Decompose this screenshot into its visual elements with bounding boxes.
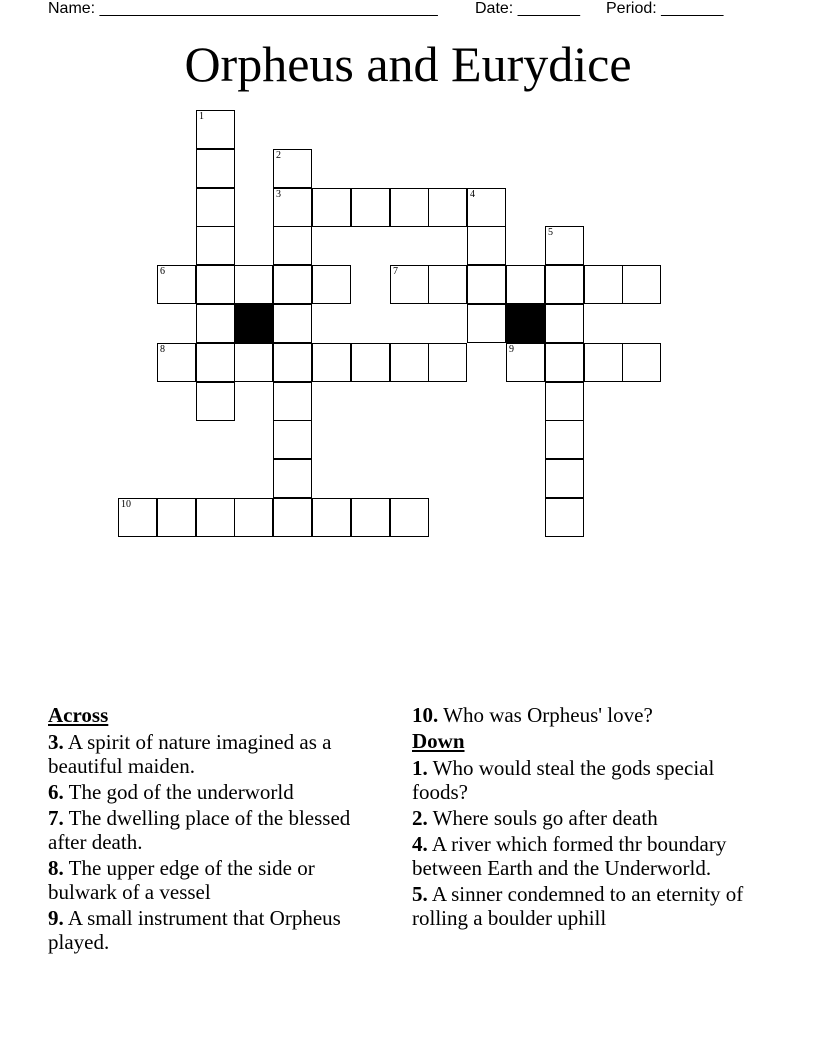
clue-across-8: 8. The upper edge of the side or bulwark of a vessel: [48, 856, 315, 904]
crossword-cell[interactable]: [622, 265, 661, 304]
clue-number: 4: [470, 189, 475, 200]
crossword-cell[interactable]: [351, 498, 390, 537]
crossword-cell[interactable]: [545, 226, 584, 265]
crossword-cell[interactable]: [584, 265, 623, 304]
crossword-cell[interactable]: [273, 343, 312, 382]
crossword-cell[interactable]: [545, 459, 584, 498]
clue-number: 2: [276, 150, 281, 161]
clue-down-2: 2. Where souls go after death: [412, 806, 658, 830]
crossword-cell[interactable]: [506, 343, 545, 382]
clue-across-7: 7. The dwelling place of the blessed after death.: [48, 806, 351, 854]
clue-number: 9: [509, 344, 514, 355]
date-field-label: Date: _______: [475, 0, 580, 17]
crossword-cell[interactable]: [390, 343, 429, 382]
crossword-cell[interactable]: [467, 226, 506, 265]
crossword-cell[interactable]: [196, 110, 235, 149]
crossword-cell[interactable]: [157, 265, 196, 304]
clue-across-3: 3. A spirit of nature imagined as a beautiful maiden.: [48, 730, 332, 778]
crossword-cell[interactable]: [428, 188, 467, 227]
clue-across-6: 6. The god of the underworld: [48, 780, 294, 804]
crossword-cell[interactable]: [196, 188, 235, 227]
clue-number: 3: [276, 189, 281, 200]
period-field-label: Period: _______: [606, 0, 724, 17]
crossword-cell[interactable]: [273, 149, 312, 188]
crossword-cell[interactable]: [196, 304, 235, 343]
crossword-cell[interactable]: [273, 420, 312, 459]
crossword-cell[interactable]: [467, 304, 506, 343]
crossword-cell[interactable]: [545, 304, 584, 343]
crossword-cell[interactable]: [545, 382, 584, 421]
crossword-cell[interactable]: [196, 149, 235, 188]
crossword-cell[interactable]: [196, 265, 235, 304]
name-field-label: Name: ______________________________________: [48, 0, 438, 17]
crossword-cell[interactable]: [545, 343, 584, 382]
clues-column-right: [412, 703, 772, 932]
page-title: Orpheus and Eurydice: [184, 36, 632, 92]
crossword-cell[interactable]: [273, 498, 312, 537]
crossword-cell[interactable]: [196, 382, 235, 421]
crossword-cell[interactable]: [273, 188, 312, 227]
clue-across-10: 10. Who was Orpheus' love?: [412, 703, 653, 727]
crossword-cell[interactable]: [545, 498, 584, 537]
crossword-cell[interactable]: [312, 188, 351, 227]
clue-number: 6: [160, 266, 165, 277]
crossword-cell[interactable]: [351, 188, 390, 227]
clue-number: 8: [160, 344, 165, 355]
clues-column-left: [48, 703, 388, 956]
crossword-cell[interactable]: [467, 265, 506, 304]
black-square: [506, 304, 545, 343]
clue-number: 5: [548, 227, 553, 238]
down-heading: Down: [412, 729, 465, 753]
crossword-cell[interactable]: [273, 304, 312, 343]
crossword-cell[interactable]: [196, 226, 235, 265]
crossword-cell[interactable]: [351, 343, 390, 382]
clue-down-1: 1. Who would steal the gods special foods?: [412, 756, 715, 804]
crossword-cell[interactable]: [390, 188, 429, 227]
clue-across-9: 9. A small instrument that Orpheus played.: [48, 906, 341, 954]
crossword-cell[interactable]: [157, 498, 196, 537]
crossword-cell[interactable]: [234, 498, 273, 537]
crossword-cell[interactable]: [428, 343, 467, 382]
crossword-cell[interactable]: [273, 459, 312, 498]
crossword-cell[interactable]: [234, 343, 273, 382]
crossword-cell[interactable]: [234, 265, 273, 304]
crossword-cell[interactable]: [545, 265, 584, 304]
crossword-cell[interactable]: [157, 343, 196, 382]
crossword-cell[interactable]: [467, 188, 506, 227]
crossword-cell[interactable]: [506, 265, 545, 304]
black-square: [234, 304, 273, 343]
crossword-cell[interactable]: [390, 265, 429, 304]
crossword-cell[interactable]: [196, 343, 235, 382]
crossword-cell[interactable]: [428, 265, 467, 304]
clue-down-5: 5. A sinner condemned to an eternity of rolling a boulder uphill: [412, 882, 744, 930]
crossword-cell[interactable]: [622, 343, 661, 382]
across-heading: Across: [48, 703, 109, 727]
clue-down-4: 4. A river which formed thr boundary between Earth and the Underworld.: [412, 832, 727, 880]
crossword-cell[interactable]: [312, 265, 351, 304]
crossword-cell[interactable]: [196, 498, 235, 537]
crossword-cell[interactable]: [273, 382, 312, 421]
crossword-cell[interactable]: [312, 343, 351, 382]
crossword-cell[interactable]: [545, 420, 584, 459]
crossword-cell[interactable]: [312, 498, 351, 537]
crossword-cell[interactable]: [273, 226, 312, 265]
clue-number: 10: [121, 499, 131, 510]
clue-number: 1: [199, 111, 204, 122]
crossword-cell[interactable]: [273, 265, 312, 304]
crossword-cell[interactable]: [390, 498, 429, 537]
crossword-cell[interactable]: [584, 343, 623, 382]
clue-number: 7: [393, 266, 398, 277]
crossword-cell[interactable]: [118, 498, 157, 537]
